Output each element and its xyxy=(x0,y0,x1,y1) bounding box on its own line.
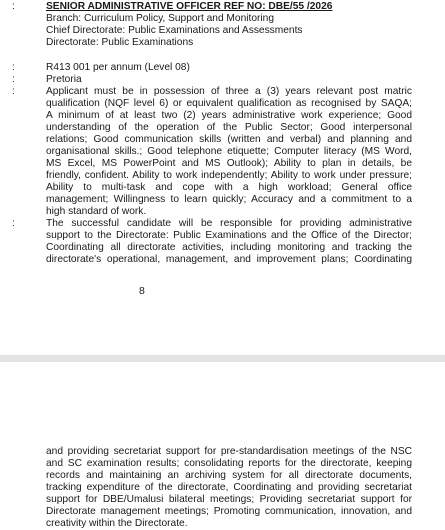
requirements-line: Applicant must be in possession of three a (3) years relevant post matric xyxy=(46,86,412,97)
page-separator xyxy=(0,355,445,362)
chief-directorate-line: Chief Directorate: Public Examinations and Assessments xyxy=(46,25,303,36)
directorate-line: Directorate: Public Examinations xyxy=(46,37,194,48)
requirements-line: understanding of the operation of the Public Sector; Good interpersonal xyxy=(46,122,412,133)
requirements-line: high standard of work. xyxy=(46,206,147,217)
duties-line: Directorate management meetings; Promoting communication, innovation, and xyxy=(46,506,412,517)
requirements-line: management; Willingness to learn quickly; Accuracy and a commitment to a xyxy=(46,194,412,205)
page-number: 8 xyxy=(139,285,145,297)
duties-line: support to the Directorate: Public Examinations and the Office of the Director; xyxy=(46,230,412,241)
duties-line: and SC examination results; consolidating reports for the directorate, keeping xyxy=(46,458,412,469)
field-marker-requirements: : xyxy=(12,86,15,97)
requirements-line: organisational skills.; Good telephone etiquette; Computer literacy (MS Word, xyxy=(46,146,412,157)
salary-value: R413 001 per annum (Level 08) xyxy=(46,62,190,73)
duties-line: creativity within the Directorate. xyxy=(46,518,188,529)
field-marker-post: : xyxy=(12,1,15,12)
requirements-line: friendly, confident. Ability to work independently; Ability to work under pressure; xyxy=(46,170,412,181)
field-marker-duties: : xyxy=(12,218,15,229)
duties-line: Coordinating all directorate activities, including monitoring and tracking the xyxy=(46,242,412,253)
branch-line: Branch: Curriculum Policy, Support and Monitoring xyxy=(46,13,274,24)
requirements-line: A minimum of at least two (2) years administrative work experience; Good xyxy=(46,110,412,121)
duties-line: directorate's operational, management, and improvement plans; Coordinating xyxy=(46,254,412,265)
requirements-line: qualification (NQF level 6) or equivalent qualification as recognised by SAQA; xyxy=(46,98,412,109)
requirements-line: MS Excel, MS PowerPoint and MS Outlook); Ability to plan in details, be xyxy=(46,158,412,169)
document-page-bottom xyxy=(0,362,445,528)
field-marker-salary: : xyxy=(12,62,15,73)
requirements-line: Ability to multi-task and cope with a high workload; General office xyxy=(46,182,412,193)
duties-line: support for DBE/Umalusi bilateral meetings; Providing secretariat support for xyxy=(46,494,412,505)
requirements-line: relations; Good communication skills (written and verbal) and planning and xyxy=(46,134,412,145)
duties-line: and providing secretariat support for pre-standardisation meetings of the NSC xyxy=(46,446,412,457)
duties-line: tracking expenditure of the directorate, Coordinating and providing secretariat xyxy=(46,482,412,493)
field-marker-centre: : xyxy=(12,74,15,85)
duties-line: records and maintaining an archiving system for all directorate documents, xyxy=(46,470,412,481)
duties-line: The successful candidate will be responsible for providing administrative xyxy=(46,218,412,229)
post-title: SENIOR ADMINISTRATIVE OFFICER REF NO: DBE/55 /2026 xyxy=(46,1,333,12)
centre-value: Pretoria xyxy=(46,74,82,85)
